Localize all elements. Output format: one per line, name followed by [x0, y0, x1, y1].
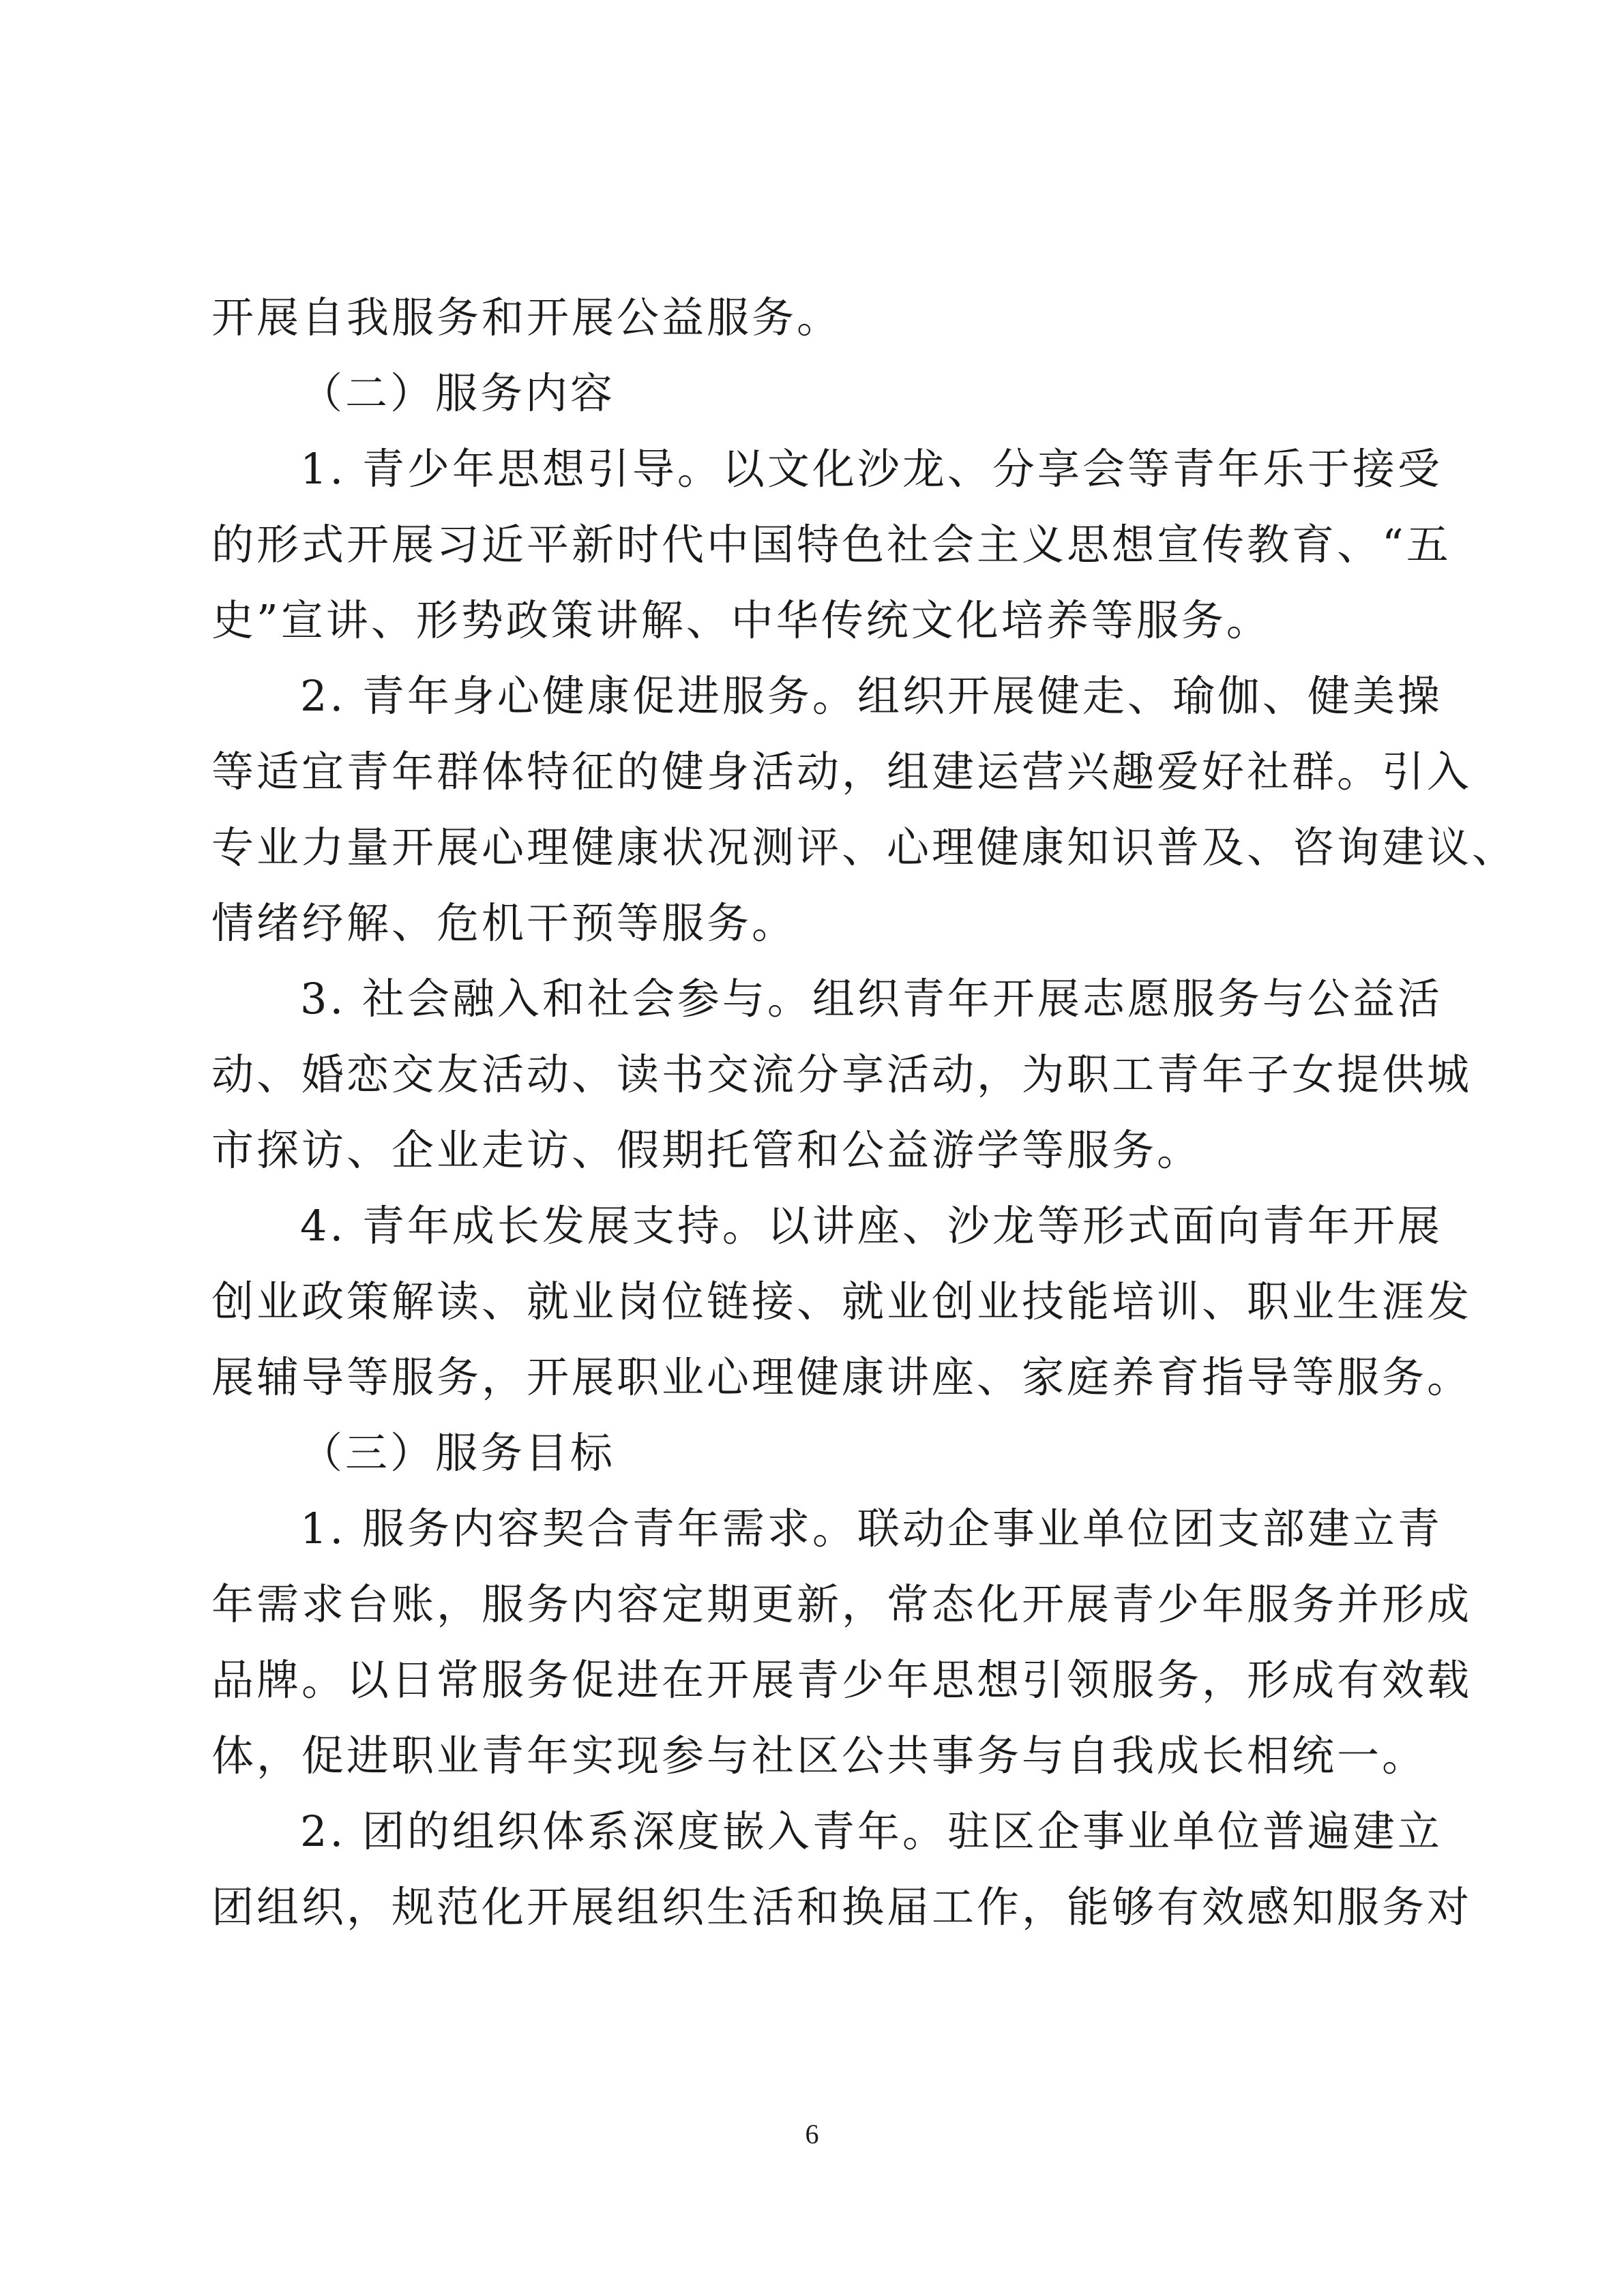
body-line: 体，促进职业青年实现参与社区公共事务与自我成长相统一。 [211, 1731, 1428, 1780]
body-line: 4. 青年成长发展支持。以讲座、沙龙等形式面向青年开展 [300, 1201, 1443, 1251]
body-line: 2. 团的组织体系深度嵌入青年。驻区企事业单位普遍建立 [300, 1806, 1443, 1856]
body-line: 情绪纾解、危机干预等服务。 [211, 898, 797, 948]
body-line: 展辅导等服务，开展职业心理健康讲座、家庭养育指导等服务。 [211, 1352, 1473, 1402]
body-line: 品牌。以日常服务促进在开展青少年思想引领服务，形成有效载 [211, 1655, 1473, 1705]
body-line: 的形式开展习近平新时代中国特色社会主义思想宣传教育、“五 [211, 520, 1451, 569]
body-line: 1. 青少年思想引导。以文化沙龙、分享会等青年乐于接受 [300, 444, 1443, 494]
body-line: 市探访、企业走访、假期托管和公益游学等服务。 [211, 1125, 1202, 1175]
body-line: 创业政策解读、就业岗位链接、就业创业技能培训、职业生涯发 [211, 1277, 1473, 1326]
section-heading-service-goals: （三）服务目标 [300, 1428, 616, 1478]
body-line: 1. 服务内容契合青年需求。联动企事业单位团支部建立青 [300, 1504, 1443, 1553]
body-line: 2. 青年身心健康促进服务。组织开展健走、瑜伽、健美操 [300, 671, 1443, 721]
body-line: 开展自我服务和开展公益服务。 [211, 293, 842, 342]
body-line: 年需求台账，服务内容定期更新，常态化开展青少年服务并形成 [211, 1579, 1473, 1629]
page-number: 6 [805, 2119, 819, 2149]
body-line: 等适宜青年群体特征的健身活动，组建运营兴趣爱好社群。引入 [211, 747, 1473, 796]
body-line: 3. 社会融入和社会参与。组织青年开展志愿服务与公益活 [300, 974, 1443, 1024]
body-line: 团组织，规范化开展组织生活和换届工作，能够有效感知服务对 [211, 1882, 1473, 1932]
body-line: 史”宣讲、形势政策讲解、中华传统文化培养等服务。 [211, 595, 1271, 645]
body-line: 动、婚恋交友活动、读书交流分享活动，为职工青年子女提供城 [211, 1049, 1473, 1099]
section-heading-service-content: （二）服务内容 [300, 368, 616, 418]
body-line: 专业力量开展心理健康状况测评、心理健康知识普及、咨询建议、 [211, 822, 1518, 872]
